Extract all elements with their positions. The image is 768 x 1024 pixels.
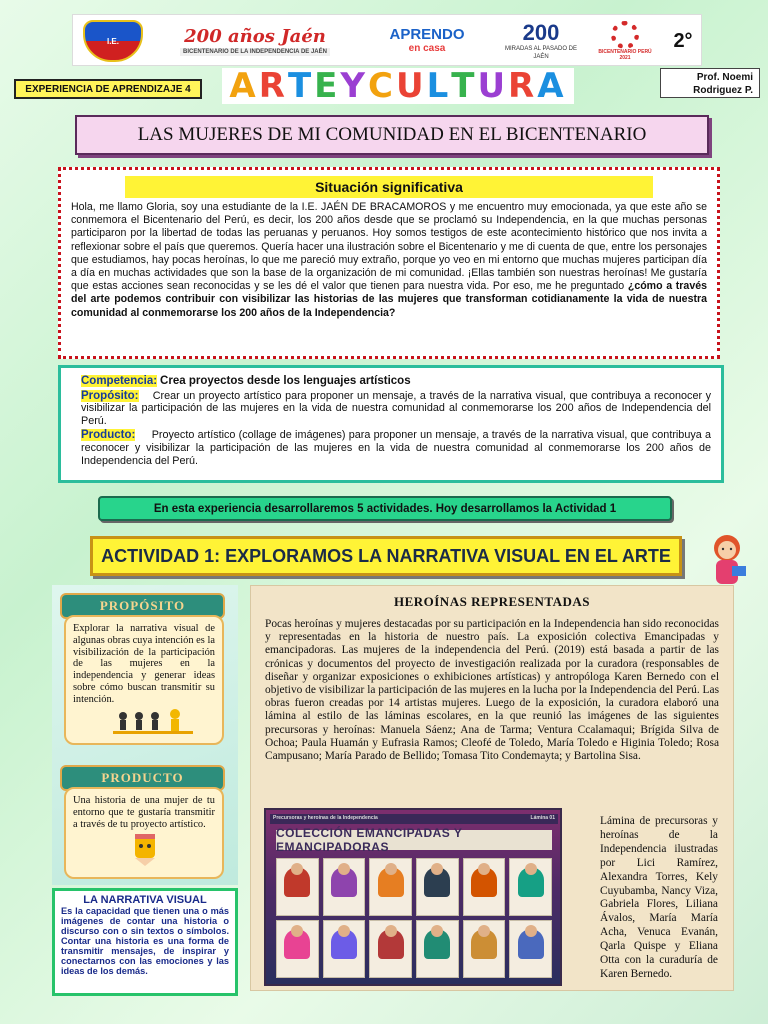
competencia-box bbox=[58, 365, 724, 483]
heroine-illustration bbox=[416, 920, 459, 978]
arte-letter: T bbox=[287, 66, 315, 106]
arte-letter: Y bbox=[340, 66, 368, 106]
heroine-illustration bbox=[369, 858, 412, 916]
heroine-head-icon bbox=[525, 925, 537, 937]
proposito-card bbox=[64, 615, 224, 745]
proposito-row bbox=[81, 390, 711, 428]
aprendo-en-casa-logo bbox=[369, 19, 485, 63]
poster-grid bbox=[276, 858, 552, 978]
heroine-illustration bbox=[463, 858, 506, 916]
narrativa-text: Es la capacidad que tienen una o más imágenes de contar una historia o discurso con o sin textos o símbolos. Contar una historia es una forma de transmitir mensajes, de inspirar y conectarnos con las emociones y las ideas de los demás. bbox=[61, 906, 229, 976]
logo-bar bbox=[72, 14, 702, 66]
heroine-illustration bbox=[463, 920, 506, 978]
producto-text: Proyecto artístico (collage de imágenes) para proponer un mensaje, a través de la narrativa visual, que contribuya a reconocer y visibilizar la participación de las mujeres en la vida de nuestra comunidad al conmemorarse los 200 años de Independencia del Perú. bbox=[81, 429, 712, 467]
proposito-card-text: Explorar la narrativa visual de algunas obras cuya intención es la visibilización de la participación de las mujeres en la independencia y generar ideas sobre cómo buscan transmitir su intención. bbox=[73, 623, 215, 705]
competencia-label: Competencia: bbox=[81, 375, 158, 387]
miradas-caption: MIRADAS AL PASADO DE JAÉN bbox=[504, 46, 578, 60]
bicentenario-peru-logo bbox=[593, 19, 657, 63]
jaen-logo-text: 200 años Jaén bbox=[184, 26, 326, 47]
proposito-tag: PROPÓSITO bbox=[60, 593, 225, 619]
miradas-number: 200 bbox=[522, 20, 560, 45]
heroinas-title: HEROÍNAS REPRESENTADAS bbox=[393, 594, 591, 609]
arte-letter: A bbox=[229, 66, 259, 106]
heroine-illustration bbox=[276, 858, 319, 916]
arte-letter: A bbox=[537, 66, 567, 106]
arte-letter: U bbox=[477, 66, 509, 106]
bicentenario-text: BICENTENARIO PERÚ 2021 bbox=[598, 49, 652, 61]
situacion-title: Situación significativa bbox=[125, 176, 653, 198]
teacher-name-line1: Prof. Noemi bbox=[696, 72, 753, 83]
teacher-illustration-icon bbox=[694, 530, 760, 586]
situacion-text bbox=[71, 201, 707, 320]
heroine-illustration bbox=[369, 920, 412, 978]
heroine-head-icon bbox=[525, 863, 537, 875]
teacher-name-line2: Rodriguez P. bbox=[693, 85, 753, 96]
miradas-logo bbox=[503, 19, 579, 63]
bicentenario-ring-icon bbox=[611, 21, 639, 49]
arte-letter: L bbox=[426, 66, 452, 106]
arte-letter: R bbox=[508, 66, 538, 106]
arte-letter: C bbox=[368, 66, 396, 106]
heroine-head-icon bbox=[338, 925, 350, 937]
shield-text: I.E. bbox=[106, 36, 119, 46]
heroine-illustration bbox=[323, 858, 366, 916]
proposito-label: Propósito: bbox=[81, 389, 139, 402]
narrativa-visual-box bbox=[52, 888, 238, 996]
emancipadas-poster-image bbox=[264, 808, 562, 986]
page-title: LAS MUJERES DE MI COMUNIDAD EN EL BICENTENARIO bbox=[75, 115, 709, 155]
heroine-illustration bbox=[323, 920, 366, 978]
arte-letter: U bbox=[395, 66, 427, 106]
aprendo-text: APRENDO bbox=[389, 26, 465, 43]
producto-label: Producto: bbox=[81, 429, 136, 442]
jaen-bicentennial-logo bbox=[159, 19, 351, 63]
arte-letter: R bbox=[258, 66, 288, 106]
school-shield-logo bbox=[77, 19, 149, 63]
heroine-illustration bbox=[276, 920, 319, 978]
jaen-logo-caption: BICENTENARIO DE LA INDEPENDENCIA DE JAÉN bbox=[180, 48, 330, 56]
teacher-name-box bbox=[660, 68, 760, 98]
grade-label: 2° bbox=[673, 29, 693, 52]
heroine-head-icon bbox=[478, 925, 490, 937]
producto-card bbox=[64, 787, 224, 879]
situacion-question: ¿cómo a través del arte podemos contribuir con visibilizar las historias de las mujeres que transforman cotidianamente la vida de nuestra comunidad al conmemorarse los 200 años de la Independencia? bbox=[71, 280, 707, 319]
heroine-illustration bbox=[416, 858, 459, 916]
poster-header-text: Precursoras y heroínas de la Independencia bbox=[273, 815, 378, 821]
activity-title: ACTIVIDAD 1: EXPLORAMOS LA NARRATIVA VISUAL EN EL ARTE bbox=[90, 536, 682, 576]
arte-letter: E bbox=[314, 66, 341, 106]
competencia-row bbox=[81, 375, 711, 388]
activities-banner: En esta experiencia desarrollaremos 5 actividades. Hoy desarrollamos la Actividad 1 bbox=[98, 496, 672, 521]
situacion-body: Hola, me llamo Gloria, soy una estudiante de la I.E. JAÉN DE BRACAMOROS y me encuentro muy emocionada, ya que este año se conmemora el Bicentenario del Perú, es decir, los 200 años desde que se proclamó su Independencia, en la que muchas personas participaron por la libertad de todas las peruanas y peruanos. Hoy somos testigos de este acontecimiento histórico que nos invita a reflexionar sobre el país que queremos. Quería hacer una ilustración sobre el Bicentenario y me di cuenta de que, entre los personajes que estudiamos, hay pocas heroínas, lo que me pareció muy extraño, porque yo veo en mi entorno que muchas mujeres participan día a día en muchas actividades que son la base de la organización de mi comunidad. ¡Ellas también son nuestras heroínas! Me gustaría que estas acciones sean reconocidas y se les dé el valor que tienen para nuestra vida. Por eso, me he preguntado bbox=[71, 201, 707, 293]
narrativa-title: LA NARRATIVA VISUAL bbox=[83, 894, 207, 906]
arte-y-cultura-title bbox=[222, 68, 574, 104]
competencia-value: Crea proyectos desde los lenguajes artísticos bbox=[160, 375, 411, 387]
heroine-head-icon bbox=[385, 925, 397, 937]
en-casa-text: en casa bbox=[408, 43, 446, 54]
producto-tag: PRODUCTO bbox=[60, 765, 225, 791]
poster-header bbox=[270, 814, 558, 824]
poster-title: COLECCIÓN EMANCIPADAS Y EMANCIPADORAS bbox=[276, 830, 552, 850]
heroine-illustration bbox=[509, 920, 552, 978]
producto-row bbox=[81, 429, 711, 467]
left-panel bbox=[52, 585, 238, 885]
pencil-character-icon bbox=[125, 832, 165, 866]
heroine-head-icon bbox=[478, 863, 490, 875]
heroinas-text: Pocas heroínas y mujeres destacadas por su participación en la Independencia han sido reconocidas y representadas en la historia de nuestro país. La exposición colectiva Emancipadas y emancipadoras. Las mujeres de la independencia del Perú. (2019) está basada a partir de las crónicas y documentos del proyecto de investigación realizada por la curadora (responsables de diseñar y organizar exposiciones o exhibiciones artísticas) y antropóloga Karen Bernedo con el objetivo de visibilizar la participación de las mujeres en la lucha por la Independencia del Perú. Las obras fueron creadas por 14 artistas mujeres. Luego de la exposición, la curadora elaboró una lámina al estilo de las láminas escolares, en la que reunió las imágenes de las siguientes precursoras y heroínas: Manuela Sáenz; Ana de Tarma; Ventura Ccalamaqui; Brígida Silva de Ochoa; Paula Huamán y Eufrasia Ramos; Cleofé de Toledo, María Toledo e Higinia Toledo; Rosa Campusano; María Parado de Bellido; Tomasa Tito Condemayta; y Bartolina Sisa. bbox=[265, 618, 719, 763]
arte-letter: T bbox=[451, 66, 478, 106]
producto-card-text: Una historia de una mujer de tu entorno que te gustaría transmitir a través de tu proyecto artístico. bbox=[73, 795, 215, 830]
teamwork-icon bbox=[113, 708, 193, 736]
lamina-caption: Lámina de precursoras y heroínas de la Independencia ilustradas por Lici Ramírez, Alexandra Torres, Kely Cuyubamba, Nancy Viza, Gabriela Flores, Liliana Ávalos, María María Acha, Venuca Evanán, Qarla Quispe y Eliana Otta con la curaduría de Karen Bernedo. bbox=[600, 815, 718, 980]
heroine-head-icon bbox=[385, 863, 397, 875]
proposito-text: Crear un proyecto artístico para proponer un mensaje, a través de la narrativa visual, que contribuya a reconocer y visibilizar la participación de las mujeres en la vida de nuestra comunidad al conmemorarse los 200 años de Independencia del Perú. bbox=[81, 389, 711, 427]
heroine-head-icon bbox=[338, 863, 350, 875]
experience-label: EXPERIENCIA DE APRENDIZAJE 4 bbox=[14, 79, 202, 99]
situacion-significativa-box bbox=[58, 167, 720, 359]
heroine-illustration bbox=[509, 858, 552, 916]
poster-number: Lámina 01 bbox=[530, 815, 555, 821]
